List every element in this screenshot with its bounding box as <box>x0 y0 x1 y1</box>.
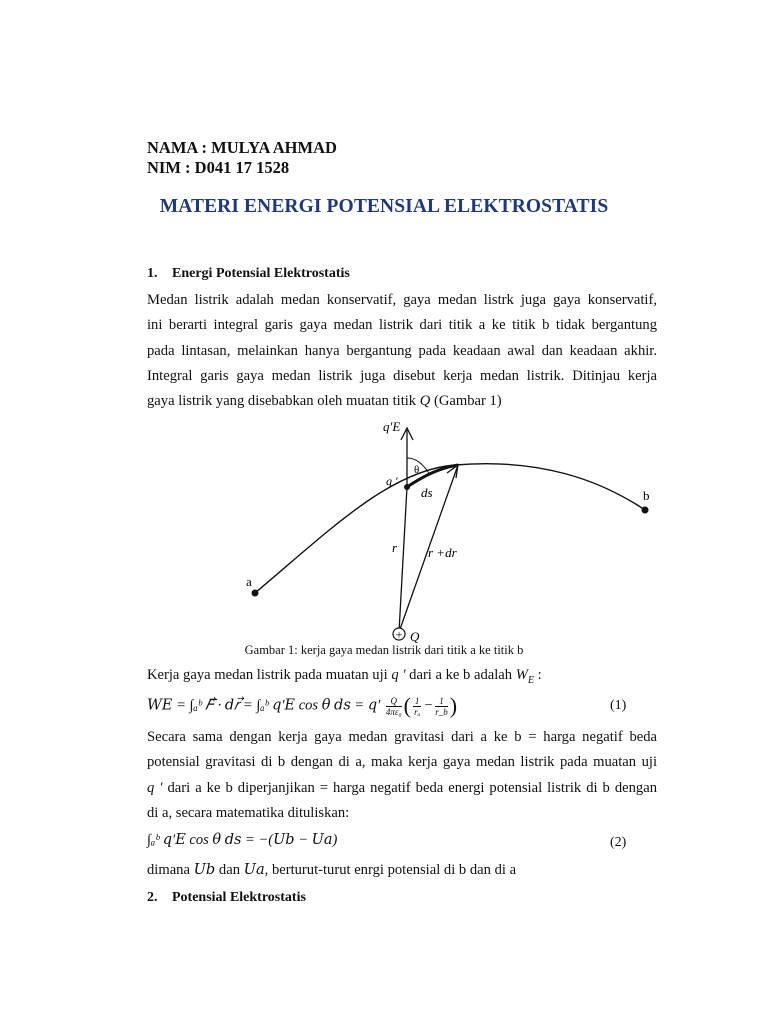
paragraph-line: Integral garis gaya medan listrik juga disebut kerja medan listrik. Ditinjau kerja <box>147 367 657 384</box>
potential-a-symbol: 𝑈𝑎 <box>243 862 265 878</box>
work-sentence <box>147 663 657 688</box>
point-b-label: b <box>643 488 650 503</box>
frac-den: 4πε₀ <box>385 706 402 717</box>
paragraph-line: potensial gravitasi di b dengan di a, maka kerja gaya medan listrik pada muatan uji <box>147 754 657 771</box>
paragraph-line: pada lintasan, melainkan hanya bergantung pada keadaan awal dan keadaan akhir. <box>147 342 657 359</box>
text-run: (Gambar 1) <box>430 393 502 410</box>
force-label: q′E⃗ <box>383 419 411 434</box>
text-run: gaya listrik yang disebabkan oleh muatan titik <box>147 393 420 410</box>
frac-den: r_b <box>435 706 448 717</box>
text-run: dari a ke b adalah <box>405 667 516 683</box>
equation-2-number: (2) <box>610 835 627 850</box>
potential-definition <box>147 858 657 883</box>
work-symbol: W <box>515 667 528 683</box>
r-vector <box>399 487 407 632</box>
theta-label: θ <box>414 464 420 476</box>
ds-label: ds <box>421 485 433 500</box>
right-paren: ) <box>449 693 458 718</box>
equation-1-number: (1) <box>610 698 627 713</box>
path-curve <box>255 464 645 593</box>
source-charge-plus: + <box>395 627 403 642</box>
source-charge-label: Q <box>410 629 420 644</box>
equation-1-main: 𝑊𝐸 = ∫ₐᵇ 𝐹⃗ · 𝑑𝑟⃗ = ∫ₐᵇ 𝑞′𝐸 cos 𝜃 𝑑𝑠 = 𝑞′ <box>147 697 381 714</box>
charge-symbol: Q <box>419 393 431 410</box>
text-run: Kerja gaya medan listrik pada muatan uji <box>147 667 392 683</box>
student-id: NIM : D041 17 1528 <box>147 158 290 177</box>
inverse-rb <box>435 696 448 717</box>
text-run: : <box>534 667 542 683</box>
potential-b-symbol: 𝑈𝑏 <box>193 862 216 878</box>
paragraph-line: Medan listrik adalah medan konservatif, gaya medan listrk juga gaya konservatif, <box>147 292 657 308</box>
frac-den: rₐ <box>414 706 421 717</box>
paragraph-line: ini berarti integral garis gaya medan listrik dari titik a ke titik b tidak bergantung <box>147 317 657 334</box>
text-run: , berturut-turut enrgi potensial di b dan di a <box>264 862 517 878</box>
frac-num: 1 <box>414 695 420 706</box>
paragraph-line <box>147 776 657 801</box>
point-a-dot <box>252 590 259 597</box>
section-1-number: 1. <box>147 266 158 281</box>
figure-1-caption: Gambar 1: kerja gaya medan listrik dari titik a ke titik b <box>244 643 524 657</box>
text-run: dan <box>215 862 244 878</box>
work-subscript: E <box>527 674 535 686</box>
text-run: dimana <box>147 862 194 878</box>
frac-num: 1 <box>435 696 448 707</box>
equation-2: ∫ₐᵇ 𝑞′𝐸 cos 𝜃 𝑑𝑠 = −(𝑈𝑏 − 𝑈𝑎) <box>147 832 338 848</box>
coulomb-fraction <box>386 696 402 717</box>
text-run: dari a ke b diperjanjikan = harga negatif beda energi potensial listrik di b dengan <box>162 779 657 796</box>
test-charge-symbol: q ′ <box>147 779 163 796</box>
section-2-number: 2. <box>147 890 158 905</box>
equation-1 <box>147 693 457 719</box>
section-2-title: Potensial Elektrostatis <box>172 890 306 905</box>
point-b-dot <box>642 507 649 514</box>
student-name: NAMA : MULYA AHMAD <box>147 138 337 157</box>
paragraph-line: di a, secara matematika dituliskan: <box>147 804 350 821</box>
minus-sign: − <box>423 697 434 714</box>
section-2-heading <box>147 890 306 906</box>
charge-label: q ′ <box>386 474 398 488</box>
paragraph-line: Secara sama dengan kerja gaya medan gravitasi dari a ke b = harga negatif beda <box>147 729 657 745</box>
section-1-title: Energi Potensial Elektrostatis <box>172 266 350 281</box>
point-a-label: a <box>246 574 252 589</box>
left-paren: ( <box>403 693 411 718</box>
r-dr-label: r +dr <box>428 545 457 560</box>
document-title: MATERI ENERGI POTENSIAL ELEKTROSTATIS <box>159 196 609 217</box>
inverse-ra <box>413 696 422 717</box>
paragraph-line <box>147 858 657 883</box>
r-label: r <box>392 540 398 555</box>
paragraph-line <box>147 663 657 688</box>
section-1-paragraph-2 <box>147 725 657 826</box>
frac-num: Q <box>386 696 402 707</box>
test-charge-symbol: q ′ <box>391 667 406 683</box>
